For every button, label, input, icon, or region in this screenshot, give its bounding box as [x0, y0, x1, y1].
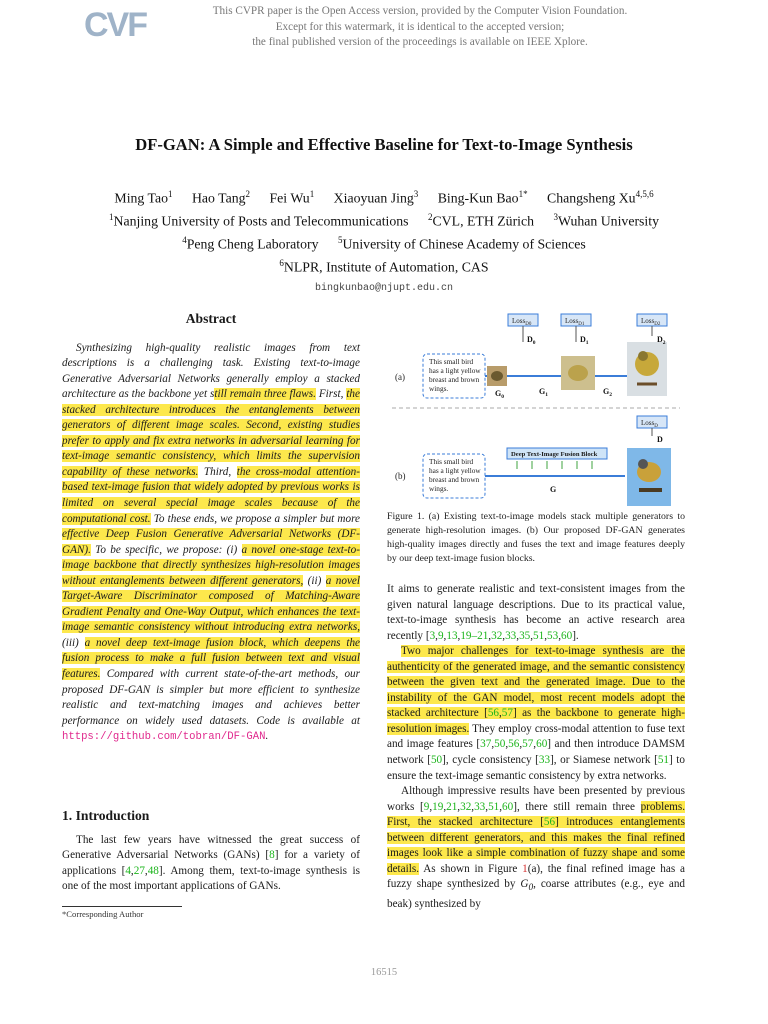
intro-paragraph: The last few years have witnessed the great success of Generative Adversarial Networks (GANs) [8] for a variety of applications [4,27,48]. Among them, text-to-image synthesis is one of the most important applications of GANs.	[62, 833, 360, 893]
citation-link[interactable]: 32	[460, 800, 472, 813]
figure-caption: Figure 1. (a) Existing text-to-image models stack multiple generators to generate high-resolution images. (b) Our proposed DF-GAN generates high-quality images directly and fuses the text and image features deeply by our deep text-image fusion blocks.	[387, 511, 685, 564]
citation-link[interactable]: 33	[474, 800, 486, 813]
watermark-line: Except for this watermark, it is identical to the accepted version;	[275, 20, 565, 33]
highlight: ] as the backbone to generate high-resolution images.	[387, 707, 685, 735]
abstract-heading: Abstract	[185, 311, 237, 326]
citation-link[interactable]: 50	[430, 754, 443, 767]
generator-label: G	[550, 485, 557, 494]
citation-link[interactable]: 3	[429, 629, 436, 642]
citation-link[interactable]: 51	[657, 754, 670, 767]
highlight: the stacked architecture introduces the entanglements between generators of different image scales. Second, existing studies prefer to apply and fix extra networks in adversarial learning for text-image semantic consistency, which limits the supervision capability of these networks.	[62, 388, 360, 478]
code-link[interactable]: https://github.com/tobran/DF-GAN	[62, 731, 266, 744]
citation-link[interactable]: 35	[519, 629, 531, 642]
text-input: This small bird has a light yellow breast and brown wings.	[429, 457, 481, 493]
citation-link[interactable]: 9	[437, 629, 444, 642]
introduction-section	[62, 808, 360, 895]
author-mark: 4,5,6	[635, 189, 654, 199]
citation-link[interactable]: 8	[269, 849, 275, 862]
watermark-line: This CVPR paper is the Open Access version, provided by the Computer Vision Foundation.	[212, 5, 628, 17]
generator-label: $G_2$	[603, 387, 612, 398]
highlight: till remain three flaws.	[214, 388, 316, 401]
panel-label: (b)	[395, 471, 406, 481]
citation-link[interactable]: 33	[538, 754, 551, 767]
citation-link[interactable]: 57	[522, 738, 534, 751]
corresponding-email[interactable]: bingkunbao@njupt.edu.cn	[314, 283, 454, 295]
watermark-line: the final published version of the proceedings is available on IEEE Xplore.	[252, 36, 588, 48]
citation-link[interactable]: 60	[536, 738, 548, 751]
citation-link[interactable]: 50	[494, 738, 506, 751]
loss-label: Loss$_{D1}$	[565, 317, 585, 327]
author-block	[0, 185, 768, 299]
affiliation: NLPR, Institute of Automation, CAS	[283, 259, 489, 275]
highlight: a novel Target-Aware Discriminator composed of Matching-Aware Gradient Penalty and One-Way Output, which enhances the text-image semantic consistency without introducing extra networks,	[62, 574, 360, 634]
text-input: This small bird has a light yellow breast and brown wings.	[429, 357, 481, 393]
citation-link[interactable]: 56	[508, 738, 520, 751]
author-mark: 1	[309, 189, 315, 199]
author-mark: 1*	[518, 189, 528, 199]
author: Bing-Kun Bao	[437, 190, 519, 206]
section-heading: 1. Introduction	[62, 808, 150, 823]
citation-link[interactable]: 56	[543, 816, 556, 829]
footnote-rule	[62, 906, 182, 907]
citation-link[interactable]: 4	[125, 864, 131, 877]
loss-label: Loss$_D$	[641, 419, 658, 429]
citation-link[interactable]: 56	[487, 707, 499, 720]
author: Hao Tang	[191, 190, 246, 206]
loss-label: Loss$_{D0}$	[512, 317, 532, 327]
author: Xiaoyuan Jing	[333, 190, 414, 206]
citation-link[interactable]: 53	[547, 629, 559, 642]
body-paragraph: Two major challenges for text-to-image synthesis are the authenticity of the generated image, and the semantic consistency between the given text and the generated image. Due to the instability of the GAN model, most recent models adopt the stacked architecture [56,57] as the backbone to generate high-resolution images. They employ cross-modal attention to fuse text and image features [37,50,56,57,60] and then introduce DAMSM network [50], cycle consistency [33], or Siamese network [51] to ensure the text-image semantic consistency by extra networks.	[387, 645, 686, 782]
highlight: ] introduces entanglements between different generators, and this makes the final refined images look like a simple combination of fuzzy shape and some details.	[387, 816, 685, 875]
affiliation-line: $^1$Nanjing University of Posts and Telecommunications $^2$CVL, ETH Zürich $^3$Wuhan University	[109, 212, 659, 229]
citation-link[interactable]: 27	[133, 864, 145, 877]
affiliation: University of Chinese Academy of Sciences	[342, 236, 586, 252]
author-mark: 1	[168, 189, 173, 199]
affiliation: Nanjing University of Posts and Telecommunications	[113, 213, 409, 229]
citation-link[interactable]: 21	[446, 800, 458, 813]
citation-link[interactable]: 19	[432, 800, 444, 813]
footnote: *Corresponding Author	[62, 909, 144, 919]
citation-link[interactable]: 60	[561, 629, 573, 642]
citation-link[interactable]: 60	[502, 800, 514, 813]
citation-link[interactable]: 51	[533, 629, 545, 642]
figure-1	[387, 312, 685, 507]
abstract-body	[62, 341, 360, 746]
highlight: Two major challenges for text-to-image synthesis are the authenticity of the generated image, and the semantic consistency between the given text and the generated image. Due to the instability of the GAN model, most recent models adopt the stacked architecture [	[387, 645, 685, 720]
fusion-arrows	[517, 461, 592, 469]
paper-title: DF-GAN: A Simple and Effective Baseline for Text-to-Image Synthesis	[135, 135, 633, 154]
watermark-notice	[160, 4, 680, 51]
affiliation: Wuhan University	[557, 213, 659, 229]
citation-link[interactable]: 51	[488, 800, 500, 813]
generator-label: $G_0$	[495, 389, 504, 400]
affiliation: Peng Cheng Laboratory	[186, 236, 319, 252]
discriminator-label: $D_0$	[527, 335, 536, 346]
discriminator-label: $D_2$	[657, 335, 666, 346]
citation-link[interactable]: 32	[491, 629, 503, 642]
body-paragraph: It aims to generate realistic and text-consistent images from the given natural language descriptions. Due to its practical value, text-to-image synthesis has become an active research area recently [3,9,13,19–21,32,33,35,51,53,60].	[387, 583, 685, 642]
citation-link[interactable]: 48	[147, 864, 159, 877]
citation-link[interactable]: 37	[480, 738, 492, 751]
author: Fei Wu	[269, 190, 310, 206]
right-column-text	[387, 582, 685, 913]
citation-link[interactable]: 9	[423, 800, 430, 813]
discriminator-label: $D_1$	[580, 335, 589, 346]
figure-reference[interactable]: 1	[522, 862, 528, 875]
highlight: problems. First, the stacked architecture [	[387, 800, 686, 829]
author-mark: 3	[413, 189, 419, 199]
citation-link[interactable]: 57	[501, 707, 513, 720]
author: Changsheng Xu	[547, 190, 636, 206]
figure-1-diagram	[387, 312, 685, 507]
generator-label: $G_1$	[539, 387, 548, 398]
author-mark: 2	[245, 189, 251, 199]
discriminator-label: D	[657, 435, 663, 444]
cvf-logo: CVF	[84, 6, 146, 44]
citation-link[interactable]: 13	[446, 629, 458, 642]
highlight: a novel deep text-image fusion block, which deepens the fusion process to make a full fusion between text and visual features.	[62, 636, 361, 681]
abstract-paragraph: Synthesizing high-quality realistic images from text descriptions is a challenging task. Existing text-to-image Generative Adversarial Networks generally employ a stacked architecture as the backbone yet still remain three flaws. First, the stacked architecture introduces the entanglements between generators of different image scales. Second, existing studies prefer to apply and fix extra networks in adversarial learning for text-image semantic consistency, which limits the supervision capability of these networks. Third, the cross-modal attention-based text-image fusion that widely adopted by previous works is limited on several special image scales because of the computational cost. To these ends, we propose a simpler but more effective Deep Fusion Generative Adversarial Networks (DF-GAN). To be specific, we propose: (i) a novel one-stage text-to-image backbone that directly synthesizes high-resolution images without entanglements between different generators, (ii) a novel Target-Aware Discriminator composed of Matching-Aware Gradient Penalty and One-Way Output, which enhances the text-image semantic consistency without introducing extra networks, (iii) a novel deep text-image fusion block, which deepens the fusion process to make a full fusion between text and visual features. Compared with current state-of-the-art methods, our proposed DF-GAN is simpler but more efficient to synthesize realistic and text-matching images and achieves better performance on widely used datasets. Code is available at https://github.com/tobran/DF-GAN.	[62, 341, 361, 744]
loss-label: Loss$_{D2}$	[641, 317, 661, 327]
affiliation-line: $^4$Peng Cheng Laboratory $^5$University of Chinese Academy of Sciences	[182, 235, 586, 252]
highlight: a novel one-stage text-to-image backbone that directly synthesizes high-resolution images without entanglements between different generators,	[62, 543, 360, 587]
citation-link[interactable]: 33	[505, 629, 517, 642]
highlight: the cross-modal attention-based text-image fusion that widely adopted by previous works is limited on several special image scales because of the computational cost.	[62, 465, 360, 525]
abstract-section	[62, 311, 360, 746]
citation-link[interactable]: 19–21	[460, 629, 489, 642]
author: Ming Tao	[114, 190, 169, 206]
affiliation: CVL, ETH Zürich	[432, 213, 535, 229]
page-number: 16515	[370, 967, 398, 978]
fusion-block-label: Deep Text-Image Fusion Block	[511, 451, 598, 458]
body-paragraph: Although impressive results have been presented by previous works [9,19,21,32,33,51,60], there still remain three problems. First, the stacked architecture [56] introduces entanglements between different generators, and this makes the final refined images look like a simple combination of fuzzy shape and some details. As shown in Figure 1(a), the final refined image has a fuzzy shape synthesized by $G_0$, coarse attributes (e.g., eye and beak) synthesized by	[387, 785, 686, 911]
affiliation-line: $^6$NLPR, Institute of Automation, CAS	[279, 258, 489, 275]
highlight: effective Deep Fusion Generative Adversarial Networks (DF-GAN).	[62, 528, 360, 556]
author-list	[0, 185, 768, 208]
panel-label: (a)	[395, 372, 405, 382]
